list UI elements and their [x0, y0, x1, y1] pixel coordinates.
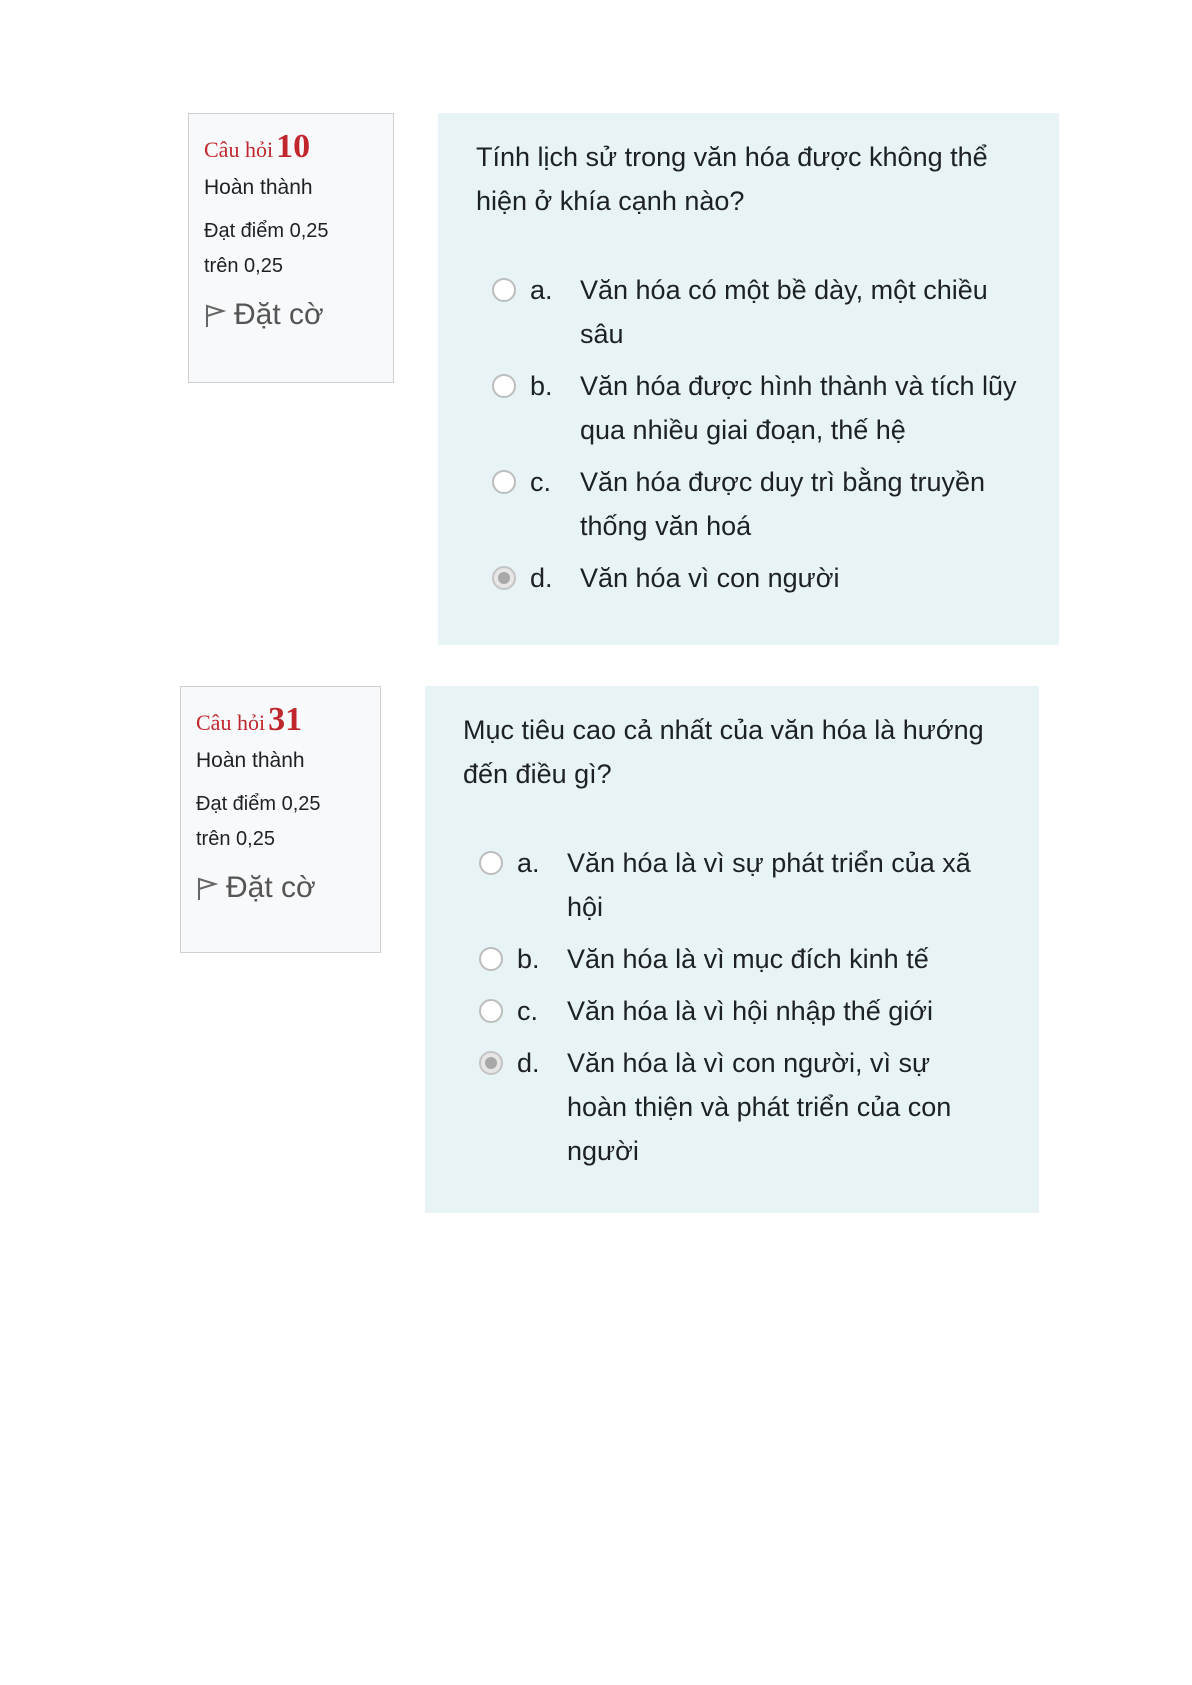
question-number-value: 10: [276, 128, 311, 165]
grade-line-1: Đạt điểm 0,25: [196, 793, 321, 815]
answer-letter: a.: [517, 848, 540, 878]
answer-letter: c.: [530, 467, 552, 497]
flag-icon: [204, 298, 234, 332]
answer-letter: c.: [517, 996, 539, 1026]
question-number: [204, 128, 378, 166]
answer-option[interactable]: [492, 556, 1019, 600]
answer-text: Văn hóa là vì mục đích kinh tế: [567, 944, 929, 974]
answer-text: Văn hóa là vì hội nhập thế giới: [567, 996, 933, 1026]
answer-text: Văn hóa có một bề dày, một chiều sâu: [580, 275, 988, 349]
answer-letter: b.: [517, 944, 540, 974]
grade-line-2: trên 0,25: [196, 828, 275, 850]
question-content-panel: [438, 113, 1059, 645]
question-text: Mục tiêu cao cả nhất của văn hóa là hướng đến điều gì?: [463, 715, 984, 789]
question-number: [196, 701, 365, 739]
question-state: Hoàn thành: [196, 749, 305, 772]
radio-button[interactable]: [492, 470, 516, 494]
flag-question-button[interactable]: [196, 871, 365, 905]
question-state: Hoàn thành: [204, 176, 313, 199]
answer-list: [463, 841, 995, 1173]
answer-option[interactable]: [479, 989, 995, 1033]
question-grade: [204, 214, 378, 284]
question-info-panel: [188, 113, 394, 383]
question-number-label: Câu hỏi: [204, 137, 274, 162]
answer-text: Văn hóa là vì sự phát triển của xã hội: [567, 848, 971, 922]
question-grade: [196, 787, 365, 857]
radio-button-selected[interactable]: [479, 1051, 503, 1075]
question-number-value: 31: [268, 701, 303, 738]
answer-letter: b.: [530, 371, 553, 401]
answer-text: Văn hóa được hình thành và tích lũy qua nhiều giai đoạn, thế hệ: [580, 371, 1017, 445]
answer-letter: d.: [517, 1048, 540, 1078]
answer-option[interactable]: [479, 1041, 995, 1173]
flag-label: Đặt cờ: [226, 871, 316, 904]
answer-letter: a.: [530, 275, 553, 305]
answer-option[interactable]: [492, 364, 1019, 452]
radio-button[interactable]: [479, 851, 503, 875]
radio-button[interactable]: [492, 278, 516, 302]
answer-text: Văn hóa được duy trì bằng truyền thống văn hoá: [580, 467, 986, 541]
answer-option[interactable]: [479, 841, 995, 929]
radio-button[interactable]: [492, 374, 516, 398]
answer-option[interactable]: [492, 460, 1019, 548]
answer-text: Văn hóa vì con người: [580, 563, 840, 593]
radio-button[interactable]: [479, 947, 503, 971]
answer-list: [476, 268, 1019, 600]
flag-label: Đặt cờ: [234, 298, 324, 331]
radio-button[interactable]: [479, 999, 503, 1023]
question-text: Tính lịch sử trong văn hóa được không thể hiện ở khía cạnh nào?: [476, 142, 988, 216]
radio-button-selected[interactable]: [492, 566, 516, 590]
answer-text: Văn hóa là vì con người, vì sự hoàn thiện và phát triển của con người: [567, 1048, 952, 1166]
answer-option[interactable]: [492, 268, 1019, 356]
question-number-label: Câu hỏi: [196, 710, 266, 735]
answer-option[interactable]: [479, 937, 995, 981]
flag-question-button[interactable]: [204, 298, 378, 332]
flag-icon: [196, 871, 226, 905]
grade-line-2: trên 0,25: [204, 255, 283, 277]
grade-line-1: Đạt điểm 0,25: [204, 220, 329, 242]
answer-letter: d.: [530, 563, 553, 593]
question-info-panel: [180, 686, 381, 953]
question-content-panel: [425, 686, 1039, 1213]
